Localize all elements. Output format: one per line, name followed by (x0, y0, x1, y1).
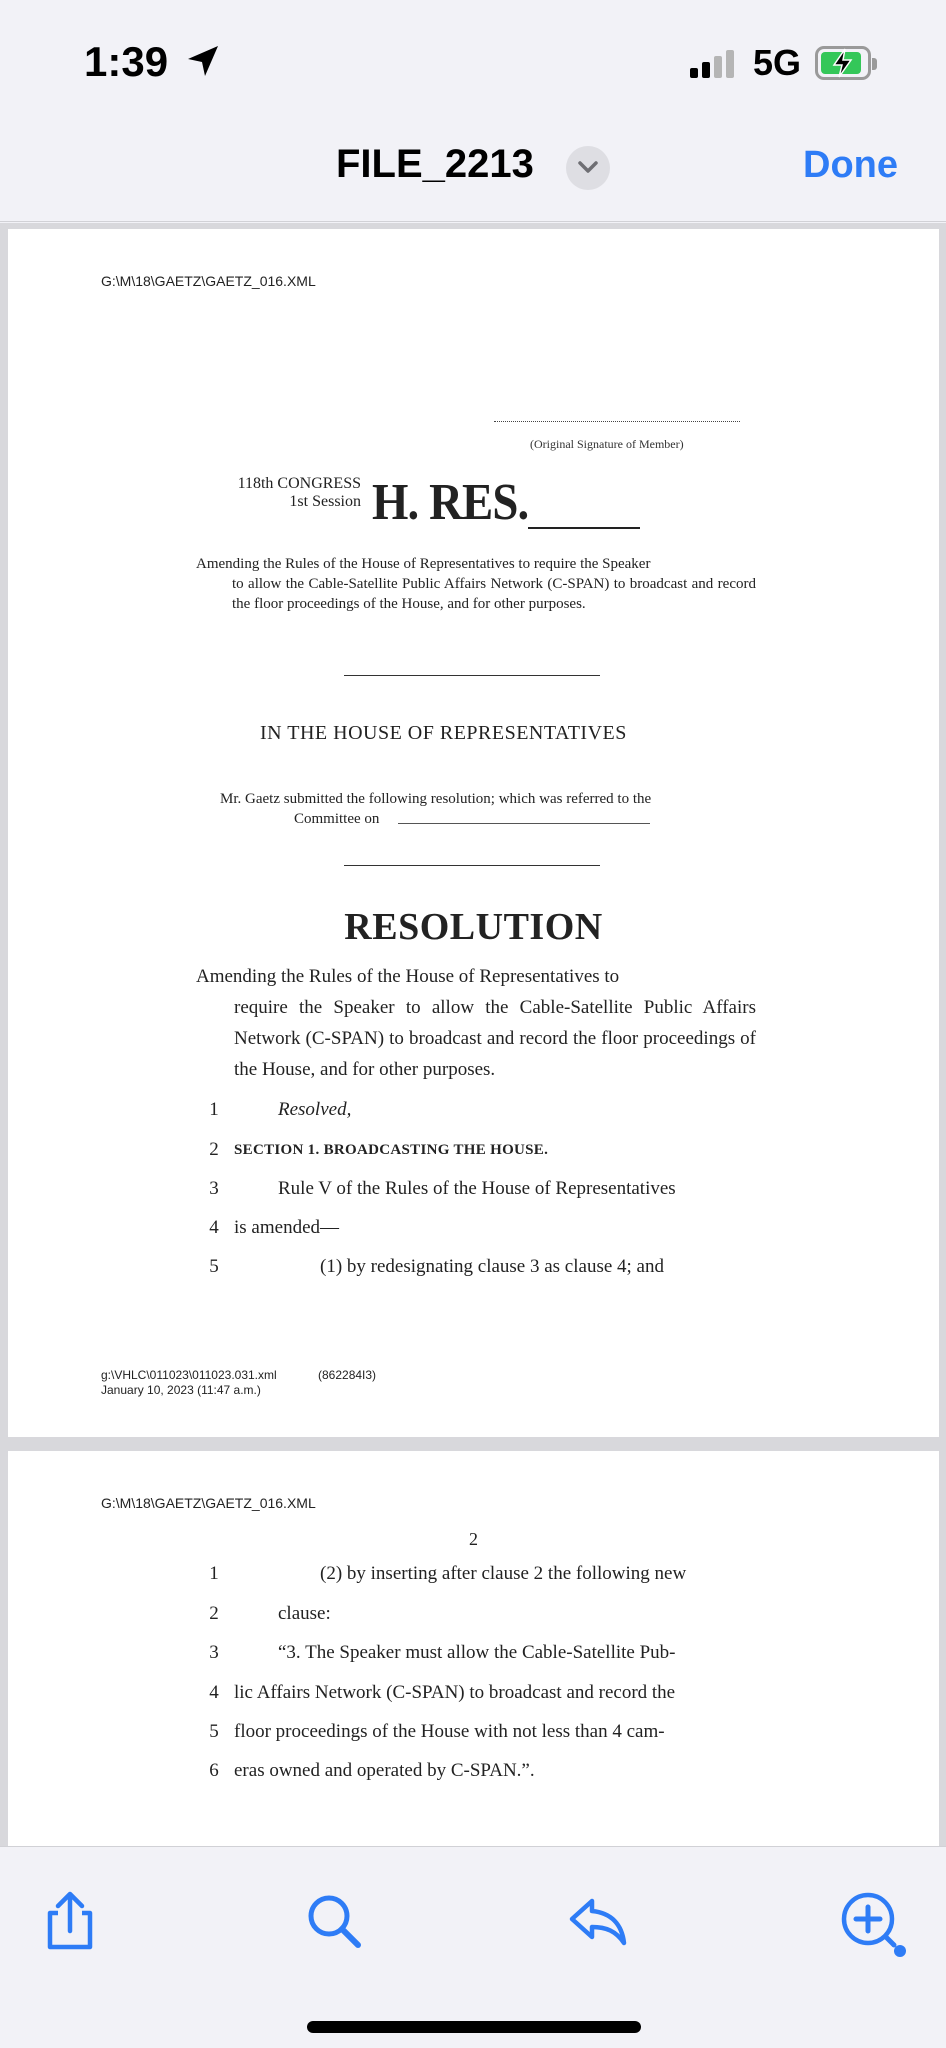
text-line (8, 1217, 939, 1247)
submitted-line-1: Mr. Gaetz submitted the following resolution; which was referred to the (220, 791, 652, 807)
footer-date: January 10, 2023 (11:47 a.m.) (101, 1383, 261, 1397)
line-text: eras owned and operated by C-SPAN.”. (234, 1760, 535, 1781)
line-number: 5 (209, 1721, 219, 1742)
line-number: 1 (209, 1563, 219, 1584)
file-title[interactable]: FILE_2213 (336, 142, 534, 186)
resolution-heading: RESOLUTION (344, 906, 603, 948)
line-number: 4 (209, 1217, 219, 1238)
text-line (8, 1178, 939, 1208)
footer-file: g:\VHLC\011023\011023.031.xml (101, 1368, 277, 1382)
network-type: 5G (753, 42, 802, 83)
navigation-bar (0, 120, 946, 222)
status-time: 1:39 (84, 38, 169, 85)
text-line (8, 1139, 939, 1169)
session-number: 1st Session (289, 493, 361, 510)
signature-line (494, 421, 740, 422)
short-title-rest: to allow the Cable-Satellite Public Affairs Network (C-SPAN) to broadcast and record the floor proceedings of the House, and for other purposes. (232, 576, 756, 612)
file-path: G:\M\18\GAETZ\GAETZ_016.XML (101, 273, 316, 289)
document-page-1 (8, 229, 939, 1437)
bill-type: H. RES. (372, 474, 529, 531)
chevron-down-icon (577, 159, 599, 177)
page-number: 2 (469, 1529, 478, 1549)
page-footer (101, 1368, 277, 1398)
line-text: lic Affairs Network (C-SPAN) to broadcast and record the (234, 1682, 676, 1703)
submitted-line-2: Committee on (294, 811, 380, 827)
text-line (8, 1563, 939, 1593)
markup-reply-icon[interactable] (566, 1889, 630, 1953)
line-number: 5 (209, 1256, 219, 1277)
text-line (8, 1721, 939, 1751)
text-line (8, 1760, 939, 1790)
line-number: 4 (209, 1682, 219, 1703)
done-button[interactable]: Done (803, 144, 898, 186)
text-line (8, 1642, 939, 1672)
line-number: 1 (209, 1099, 219, 1120)
line-text: Resolved, (278, 1099, 352, 1120)
share-icon[interactable] (38, 1889, 102, 1953)
text-line (8, 1256, 939, 1286)
signature-label: (Original Signature of Member) (530, 437, 684, 451)
short-title (196, 554, 756, 614)
location-arrow-icon (186, 44, 220, 78)
line-text: Rule V of the Rules of the House of Representatives (278, 1178, 676, 1199)
line-number: 2 (209, 1139, 219, 1160)
chamber-heading: IN THE HOUSE OF REPRESENTATIVES (260, 722, 627, 744)
file-path: G:\M\18\GAETZ\GAETZ_016.XML (101, 1495, 316, 1511)
status-bar (0, 0, 946, 120)
document-viewer[interactable] (0, 223, 946, 1846)
text-line (8, 1603, 939, 1633)
text-line (8, 1682, 939, 1712)
cellular-signal-icon (690, 48, 738, 78)
document-page-2 (8, 1451, 939, 1846)
line-number: 3 (209, 1642, 219, 1663)
bill-number-blank (528, 527, 640, 529)
line-text: floor proceedings of the House with not less than 4 cam- (234, 1721, 665, 1742)
congress-session (196, 475, 361, 511)
line-number: 3 (209, 1178, 219, 1199)
line-text: “3. The Speaker must allow the Cable-Satellite Pub- (278, 1642, 676, 1663)
title-menu-button[interactable] (566, 146, 610, 190)
bottom-toolbar (0, 1846, 946, 2048)
footer-id: (862284I3) (318, 1368, 377, 1382)
long-title (196, 961, 756, 1085)
line-text: (2) by inserting after clause 2 the following new (320, 1563, 687, 1584)
divider (344, 865, 600, 866)
long-title-rest: require the Speaker to allow the Cable-Satellite Public Affairs Network (C-SPAN) to broadcast and record the floor proceedings of the House, and for other purposes. (234, 997, 756, 1080)
add-markup-icon[interactable] (838, 1889, 910, 1961)
section-heading: SECTION 1. BROADCASTING THE HOUSE. (234, 1142, 549, 1158)
committee-blank (398, 823, 650, 824)
long-title-first: Amending the Rules of the House of Representatives to (196, 966, 620, 987)
short-title-first: Amending the Rules of the House of Representatives to require the Speaker (196, 556, 651, 572)
line-number: 6 (209, 1760, 219, 1781)
line-number: 2 (209, 1603, 219, 1624)
line-text: clause: (278, 1603, 331, 1624)
divider (344, 675, 600, 676)
line-text: is amended— (234, 1217, 340, 1238)
battery-charging-icon (815, 46, 871, 80)
line-text: (1) by redesignating clause 3 as clause 4; and (320, 1256, 664, 1277)
home-indicator[interactable] (307, 2021, 641, 2033)
text-line (8, 1099, 939, 1129)
congress-number: 118th CONGRESS (237, 475, 361, 492)
search-icon[interactable] (302, 1889, 366, 1953)
